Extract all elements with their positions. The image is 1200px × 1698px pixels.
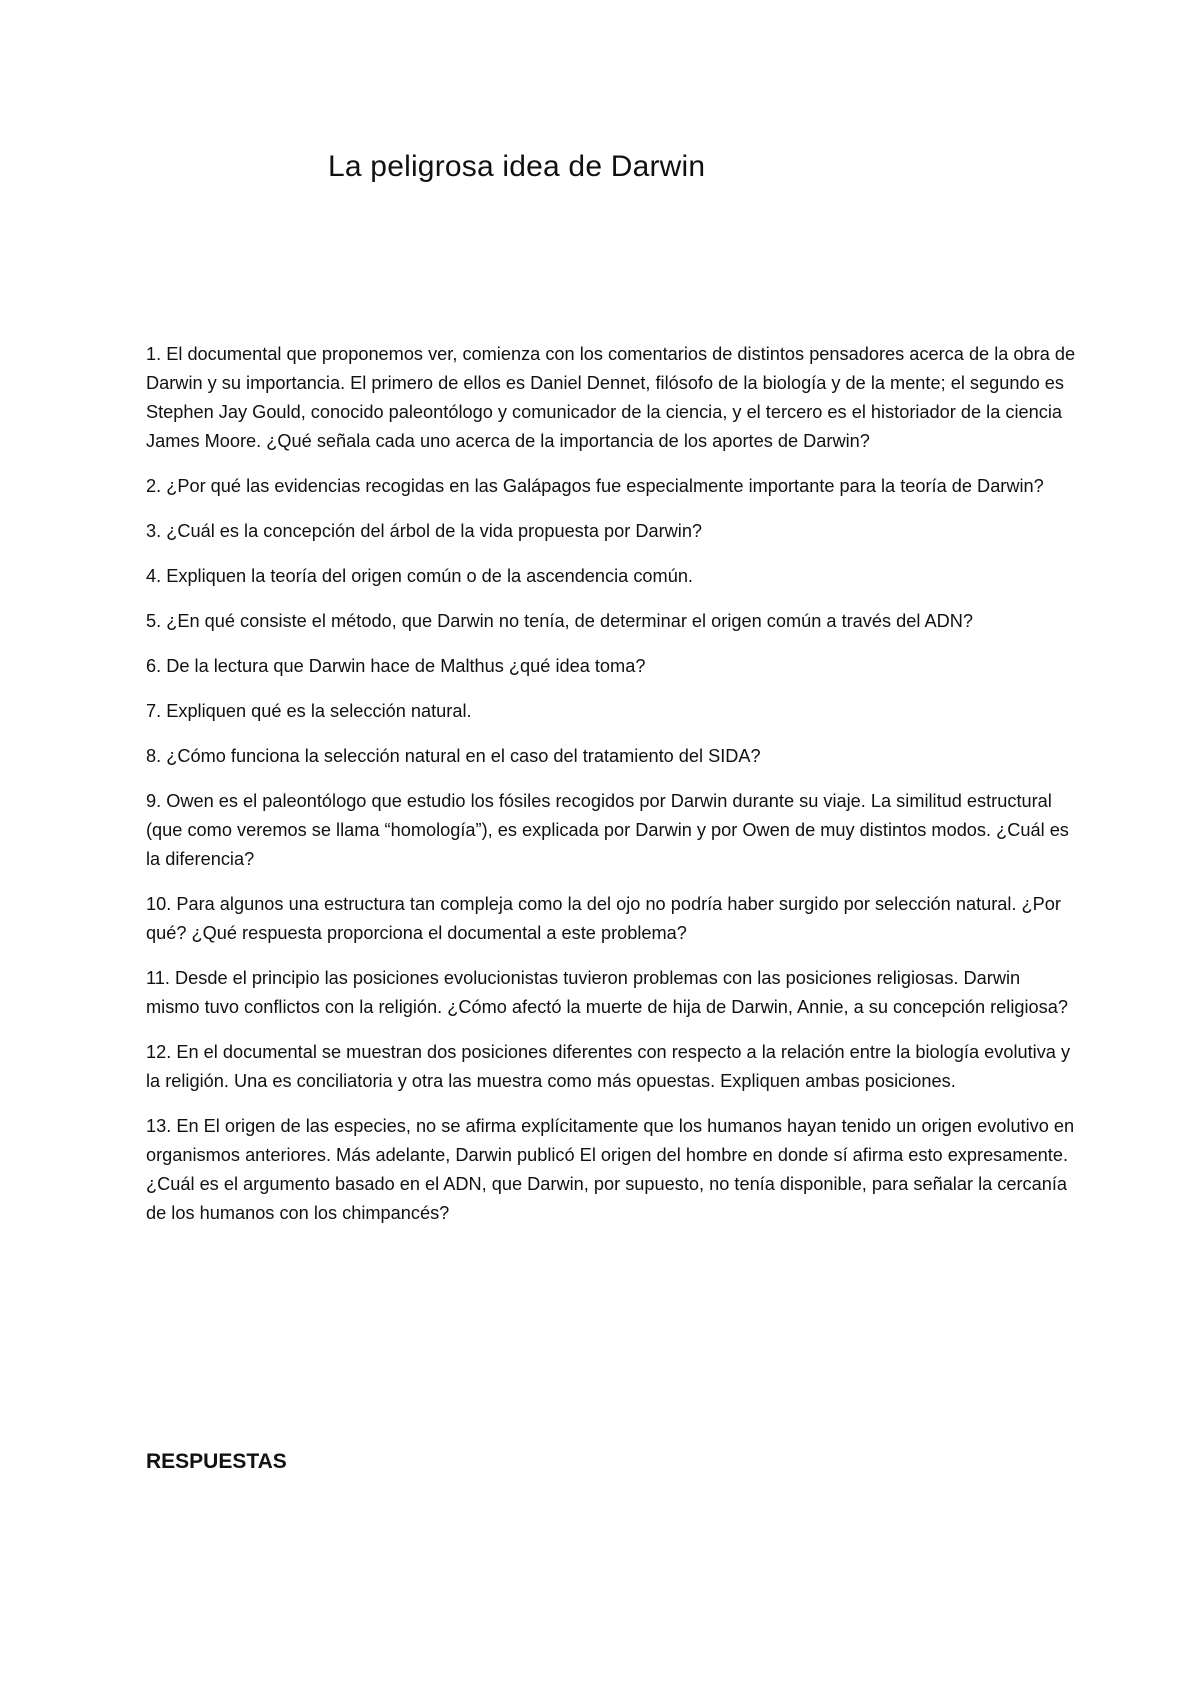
question-item: 3. ¿Cuál es la concepción del árbol de la vida propuesta por Darwin?: [146, 521, 703, 541]
question-item: 7. Expliquen qué es la selección natural.: [146, 701, 472, 721]
question-item: 6. De la lectura que Darwin hace de Malthus ¿qué idea toma?: [146, 656, 646, 676]
question-item: 1. El documental que proponemos ver, comienza con los comentarios de distintos pensadores acerca de la obra de Darwin y su importancia. El primero de ellos es Daniel Dennet, filósofo de la biología y de la mente; el segundo es Stephen Jay Gould, conocido paleontólogo y comunicador de la ciencia, y el tercero es el historiador de la ciencia James Moore. ¿Qué señala cada uno acerca de la importancia de los aportes de Darwin?: [146, 344, 1076, 451]
document-title: La peligrosa idea de Darwin: [328, 150, 706, 183]
question-item: 13. En El origen de las especies, no se afirma explícitamente que los humanos hayan tenido un origen evolutivo en organismos anteriores. Más adelante, Darwin publicó El origen del hombre en donde sí afirma esto expresamente. ¿Cuál es el argumento basado en el ADN, que Darwin, por supuesto, no tenía disponible, para señalar la cercanía de los humanos con los chimpancés?: [146, 1116, 1075, 1223]
question-item: 4. Expliquen la teoría del origen común o de la ascendencia común.: [146, 566, 693, 586]
question-item: 11. Desde el principio las posiciones evolucionistas tuvieron problemas con las posiciones religiosas. Darwin mismo tuvo conflictos con la religión. ¿Cómo afectó la muerte de hija de Darwin, Annie, a su concepción religiosa?: [146, 968, 1068, 1017]
question-item: 10. Para algunos una estructura tan compleja como la del ojo no podría haber surgido por selección natural. ¿Por qué? ¿Qué respuesta proporciona el documental a este problema?: [146, 894, 1061, 943]
question-item: 8. ¿Cómo funciona la selección natural en el caso del tratamiento del SIDA?: [146, 746, 761, 766]
answers-heading: RESPUESTAS: [146, 1450, 287, 1473]
question-item: 9. Owen es el paleontólogo que estudio los fósiles recogidos por Darwin durante su viaje. La similitud estructural (que como veremos se llama “homología”), es explicada por Darwin y por Owen de muy distintos modos. ¿Cuál es la diferencia?: [146, 791, 1069, 869]
question-list: [146, 340, 1076, 1244]
question-item: 2. ¿Por qué las evidencias recogidas en las Galápagos fue especialmente importante para la teoría de Darwin?: [146, 476, 1044, 496]
question-item: 5. ¿En qué consiste el método, que Darwin no tenía, de determinar el origen común a través del ADN?: [146, 611, 973, 631]
question-item: 12. En el documental se muestran dos posiciones diferentes con respecto a la relación entre la biología evolutiva y la religión. Una es conciliatoria y otra las muestra como más opuestas. Expliquen ambas posiciones.: [146, 1042, 1071, 1091]
